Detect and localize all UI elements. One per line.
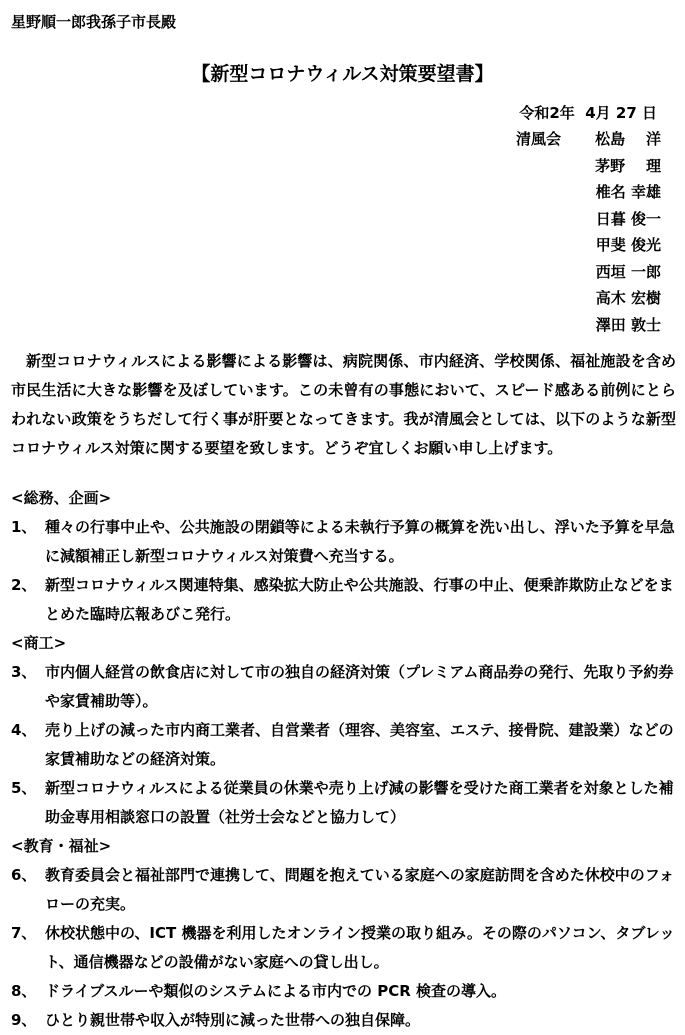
- request-item: [11, 977, 676, 1006]
- signer-name: 松島 洋: [595, 130, 661, 148]
- item-text: 新型コロナウィルス関連特集、感染拡大防止や公共施設、行事の中止、便乗詐欺防止などをまとめた臨時広報あびこ発行。: [45, 576, 674, 623]
- signer-group: 清風会: [516, 130, 562, 148]
- signer-row: [516, 315, 661, 342]
- item-text: 教育委員会と福祉部門で連携して、問題を抱えている家庭への家庭訪問を含めた休校中のフォローの充実。: [45, 866, 674, 913]
- request-item: [11, 861, 676, 919]
- signer-name: 高木 宏樹: [595, 289, 661, 307]
- item-number: 5、: [11, 779, 37, 797]
- signer-row: [516, 209, 661, 236]
- signer-row: [516, 129, 661, 156]
- item-number: 7、: [11, 924, 37, 942]
- signer-name: 茅野 理: [595, 156, 661, 175]
- signer-row: [516, 262, 661, 289]
- signer-name: 日暮 俊一: [595, 209, 661, 228]
- item-text: ひとり親世帯や収入が特別に減った世帯への独自保障。: [45, 1011, 421, 1029]
- document-date: 令和2年 4月 27 日: [519, 104, 657, 122]
- request-item: [11, 513, 676, 571]
- signer-name: 澤田 敦士: [595, 315, 661, 334]
- item-number: 1、: [11, 518, 37, 536]
- request-item: [11, 774, 676, 832]
- item-number: 9、: [11, 1011, 37, 1029]
- signer-row: [516, 235, 661, 262]
- signer-row: [516, 182, 661, 209]
- request-item: [11, 1006, 676, 1035]
- request-item: [11, 571, 676, 629]
- request-item: [11, 716, 676, 774]
- item-text: 新型コロナウィルスによる従業員の休業や売り上げ減の影響を受けた商工業者を対象とした補助金専用相談窓口の設置（社労士会などと協力して）: [45, 779, 674, 826]
- signer-row: [516, 288, 661, 315]
- item-number: 4、: [11, 721, 37, 739]
- request-list: [11, 484, 676, 1035]
- signer-name: 甲斐 俊光: [595, 236, 661, 254]
- signer-name: 椎名 幸雄: [595, 183, 661, 201]
- request-item: [11, 658, 676, 716]
- item-text: 市内個人経営の飲食店に対して市の独自の経済対策（プレミアム商品券の発行、先取り予約券や家賃補助等）。: [45, 663, 674, 710]
- document-title: 【新型コロナウィルス対策要望書】: [191, 63, 494, 85]
- signer-name: 西垣 一郎: [595, 262, 661, 281]
- item-text: ドライブスルーや類似のシステムによる市内での PCR 検査の導入。: [45, 982, 506, 1000]
- section-heading-education-welfare: <教育・福祉>: [11, 837, 112, 855]
- item-text: 休校状態中の、ICT 機器を利用したオンライン授業の取り組み。その際のパソコン、タブレット、通信機器などの設備がない家庭への貸し出し。: [45, 924, 675, 971]
- intro-paragraph: 新型コロナウィルスによる影響による影響は、病院関係、市内経済、学校関係、福祉施設を含め市民生活に大きな影響を及ぼしています。この未曾有の事態において、スピード感ある前例にとらわれない政策をうちだして行く事が肝要となってきます。我が清風会としては、以下のような新型コロナウィルス対策に関する要望を致します。どうぞ宜しくお願い申し上げます。: [11, 352, 676, 457]
- signer-list: [516, 129, 661, 341]
- request-item: [11, 919, 676, 977]
- item-text: 種々の行事中止や、公共施設の閉鎖等による未執行予算の概算を洗い出し、浮いた予算を早急に減額補正し新型コロナウィルス対策費へ充当する。: [45, 518, 675, 565]
- item-text: 売り上げの減った市内商工業者、自営業者（理容、美容室、エステ、接骨院、建設業）などの家賃補助などの経済対策。: [45, 721, 674, 768]
- item-number: 6、: [11, 866, 37, 884]
- item-number: 3、: [11, 663, 37, 681]
- section-heading-general-affairs: <総務、企画>: [11, 489, 112, 507]
- item-number: 2、: [11, 576, 37, 594]
- signer-row: [516, 156, 661, 183]
- section-heading-commerce: <商工>: [11, 634, 67, 652]
- item-number: 8、: [11, 982, 37, 1000]
- addressee: 星野順一郎我孫子市長殿: [11, 13, 177, 31]
